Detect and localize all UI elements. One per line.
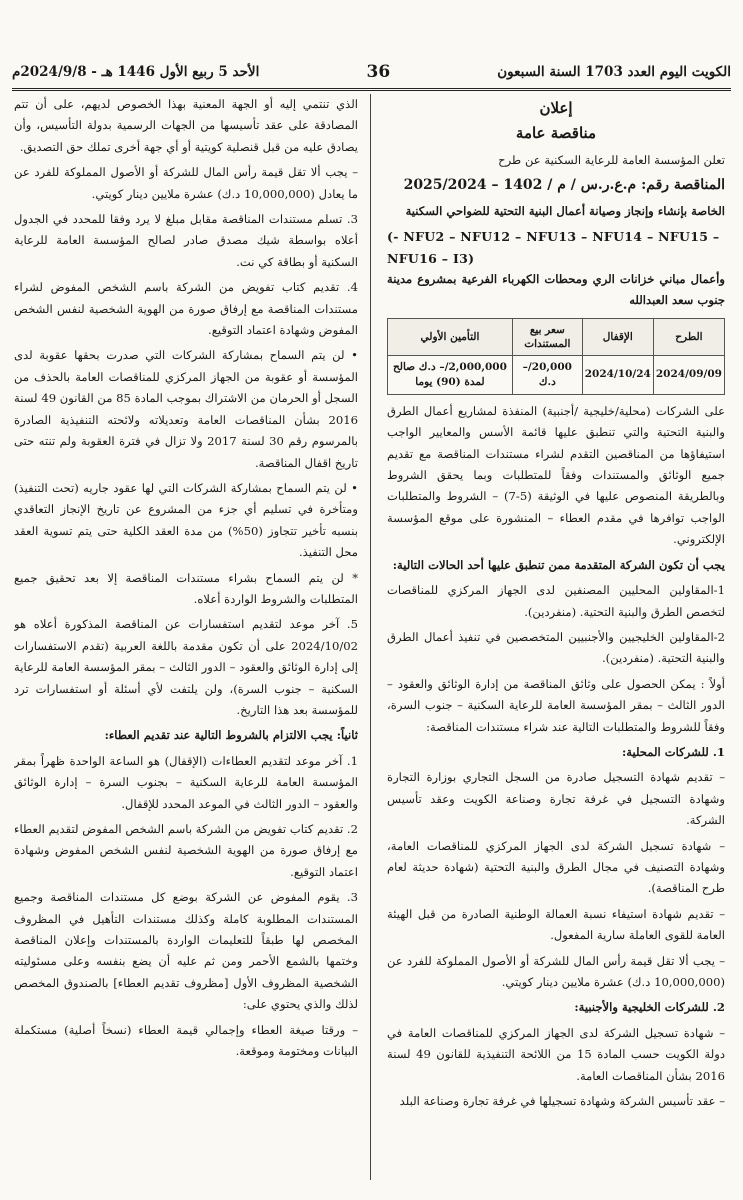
tender-scope-tail: وأعمال مباني خزانات الري ومحطات الكهرباء الفرعية بمشروع مدينة جنوب سعد العبدالله [387, 272, 725, 308]
paragraph: – تقديم شهادة استيفاء نسبة العمالة الوطنية الصادرة من قبل الهيئة العامة للقوى العاملة سارية المفعول. [387, 906, 725, 943]
paragraph: – عقد تأسيس الشركة وشهادة تسجيلها في غرفة تجارة وصناعة البلد [399, 1094, 725, 1109]
paragraph: 4. تقديم كتاب تفويض من الشركة باسم الشخص المفوض لشراء مستندات المناقصة مع إرفاق صورة من الهوية الشخصية لنفس الشخص المفوض وشهادة اعتماد التوقيع. [14, 280, 358, 338]
page-number: 36 [366, 62, 391, 82]
table-header: التأمين الأولي [388, 318, 513, 355]
paragraph: 2-المقاولين الخليجيين والأجنبيين المتخصصين في تنفيذ أعمال الطرق والبنية التحتية. (منفردين). [387, 629, 725, 666]
paragraph: 2. تقديم كتاب تفويض من الشركة باسم الشخص المفوض لتقديم العطاء مع إرفاق صورة من الهوية الشخصية لنفس الشخص المفوض وشهادة اعتماد التوقيع. [14, 822, 358, 879]
section-heading: 2. للشركات الخليجية والأجنبية: [574, 1000, 725, 1015]
paragraph: • لن يتم السماح بمشاركة الشركات التي لها عقود جاريه (تحت التنفيذ) ومتأخرة في تسليم أي جزء من المشروع عن تاريخ الإنجاز التعاقدي بنسبه تأخير تتجاوز (50%) من مدة العقد الكلية حتى يتم تسوية العقد محل التنفيذ. [14, 480, 358, 560]
right-column [387, 94, 725, 1192]
publication-info: الكويت اليوم العدد 1703 السنة السبعون [497, 64, 731, 80]
table-cell: 20,000/– د.ك [512, 355, 582, 394]
left-column [14, 94, 358, 1192]
paragraph: – تقديم شهادة التسجيل صادرة من السجل التجاري بوزارة التجارة وشهادة التسجيل في غرفة تجارة وصناعة الكويت وعقد تأسيس الشركة. [387, 770, 725, 828]
paragraph: 3. تسلم مستندات المناقصة مقابل مبلغ لا يرد وفقا للمحدد في الجدول أعلاه بواسطة شيك مصدق صادر لصالح المؤسسة العامة للرعاية السكنية أو بطاقة كي نت. [14, 212, 358, 269]
table-header: سعر بيع المستندات [512, 318, 582, 355]
table-row [388, 355, 725, 394]
issue-date: الأحد 5 ربيع الأول 1446 هـ - 2024/9/8م [12, 64, 260, 80]
table-cell: 2024/09/09 [653, 355, 724, 394]
announcement-title: إعلان [539, 99, 573, 117]
paragraph: – ورقتا صيغة العطاء وإجمالي قيمة العطاء (نسخاً أصلية) مستكملة البيانات ومختومة وموقعة. [14, 1022, 358, 1059]
paragraph: – شهادة تسجيل الشركة لدى الجهاز المركزي للمناقصات العامة، وشهادة التصنيف في مجال الطرق والبنية التحتية (شهادة حديثة لعام طرح المناقصة). [387, 838, 725, 896]
paragraph: – يجب ألا تقل قيمة رأس المال للشركة أو الأصول المملوكة للفرد عن ما يعادل (10,000,000 د.ك) عشرة ملايين دينار كويتي. [14, 165, 358, 201]
table-header: الإقفال [582, 318, 653, 355]
paragraph: – يجب ألا تقل قيمة رأس المال للشركة أو الأصول المملوكة للفرد عن (10,000,000 د.ك) عشرة ملايين دينار كويتي. [387, 953, 725, 989]
paragraph: – شهادة تسجيل الشركة لدى الجهاز المركزي للمناقصات العامة في دولة الكويت حسب المادة 15 من اللائحة التنفيذية للقانون 49 لسنة 2016 بشأن المناقصات العامة. [387, 1025, 725, 1083]
paragraph: يجب أن تكون الشركة المتقدمة ممن تنطبق عليها أحد الحالات التالية: [392, 557, 725, 572]
paragraph: • لن يتم السماح بمشاركة الشركات التي صدرت بحقها عقوبة لدى المؤسسة أو عقوبة من الجهاز المركزي للمناقصات العامة بالحذف من السجل أو الحرمان من الاشتراك بموجب المادة 85 من القانون 49 لسنة 2016 بشأن المناقصات العامة وتعديلاته ولائحته التنفيذية الصادرة بالمرسوم رقم 30 لسنة 2017 ولا تزال في فترة العقوبة ولم تنته حتى تاريخ اقفال المناقصة. [14, 348, 358, 470]
tender-title: مناقصة عامة [515, 124, 597, 142]
table-cell: 2,000,000/– د.ك صالح لمدة (90) يوما [388, 355, 513, 394]
intro-text: تعلن المؤسسة العامة للرعاية السكنية عن طرح [498, 153, 725, 167]
paragraph: الذي تنتمي إليه أو الجهة المعنية بهذا الخصوص لديهم، على أن تتم المصادقة على عقد تأسيسها من الجهات الرسمية بدولة التأسيس، وأن يصادق عليه من قبل قنصلية كويتية أو أي جهة أخرى تملك حق التصديق. [14, 97, 358, 154]
table-header-row [388, 318, 725, 355]
paragraph: أولاً : يمكن الحصول على وثائق المناقصة من إدارة الوثائق والعقود – الدور الثالث – بمقر المؤسسة العامة للرعاية السكنية – جنوب السرة، وفقاً للشروط والمتطلبات التالية عند شراء مستندات المناقصة: [387, 676, 725, 734]
paragraph: 5. آخر موعد لتقديم استفسارات عن المناقصة المذكورة أعلاه هو 2024/10/02 على أن تكون مقدمة باللغة العربية (تقدم الاستفسارات إلى إدارة الوثائق والعقود – الدور الثالث – بمقر المؤسسة العامة للرعاية السكنية – جنوب السرة)، ولن يلتفت لأي أسئلة أو استفسارات ترد للمؤسسة بعد هذا التاريخ. [14, 617, 358, 717]
project-codes: (- NFU2 – NFU12 – NFU13 – NFU14 – NFU15 – NFU16 – I3) [387, 229, 720, 266]
tender-number: المناقصة رقم: م.ع.ر.س / م / 1402 – 2025/2024 [403, 177, 725, 194]
table-cell: 2024/10/24 [582, 355, 653, 394]
section-heading: 1. للشركات المحلية: [621, 744, 725, 759]
paragraph: على الشركات (محلية/خليجية /أجنبية) المنفذة لمشاريع أعمال الطرق والبنية التحتية والتي تنطبق عليها قائمة الأسس والمعايير الواجب استيفاؤها من المناقصين التقدم لشراء مستندات المناقصة مع تقديم جميع الوثائق والمستندات وفقاً للمتطلبات وبما يحقق الشروط وبالطريقة المنصوص عليها في الوثيقة (5-7) – الشروط والمتطلبات الواجب توافرها في مقدم العطاء – المنشورة على موقع المؤسسة الإلكتروني. [387, 403, 725, 547]
paragraph: 1. آخر موعد لتقديم العطاءات (الإقفال) هو الساعة الواحدة ظهراً بمقر المؤسسة العامة للرعاية السكنية – بجنوب السرة – إدارة الوثائق والعقود – الدور الثالث في الموعد المحدد للإقفال. [14, 753, 358, 811]
page-header [12, 56, 731, 91]
tender-schedule-table [387, 318, 725, 395]
paragraph: * لن يتم السماح بشراء مستندات المناقصة إلا بعد تحقيق جميع المتطلبات والشروط الواردة أعلاه. [14, 570, 358, 606]
section-heading: ثانياً: يجب الالتزام بالشروط التالية عند تقديم العطاء: [104, 728, 358, 743]
tender-scope: الخاصة بإنشاء وإنجاز وصيانة أعمال البنية التحتية للضواحي السكنية [405, 203, 725, 218]
paragraph: 3. يقوم المفوض عن الشركة بوضع كل مستندات المناقصة وجميع المستندات المطلوبة كاملة وكذلك مستندات التأهيل في المظروف المخصص لها طبقاً للتعليمات الواردة بالمستندات وإعلان المناقصة وختمها بالشمع الأحمر ومن ثم عليه أن يضع بنفسه وعلى مسئوليته الشخصية المظروف الأول [مظروف تقديم العطاء] بالصندوق المخصص لذلك والذي يحتوي على: [14, 890, 358, 1012]
table-header: الطرح [653, 318, 724, 355]
paragraph: 1-المقاولين المحليين المصنفين لدى الجهاز المركزي للمناقصات لتخصص الطرق والبنية التحتية. (منفردين). [387, 583, 725, 619]
column-divider [370, 94, 371, 1180]
